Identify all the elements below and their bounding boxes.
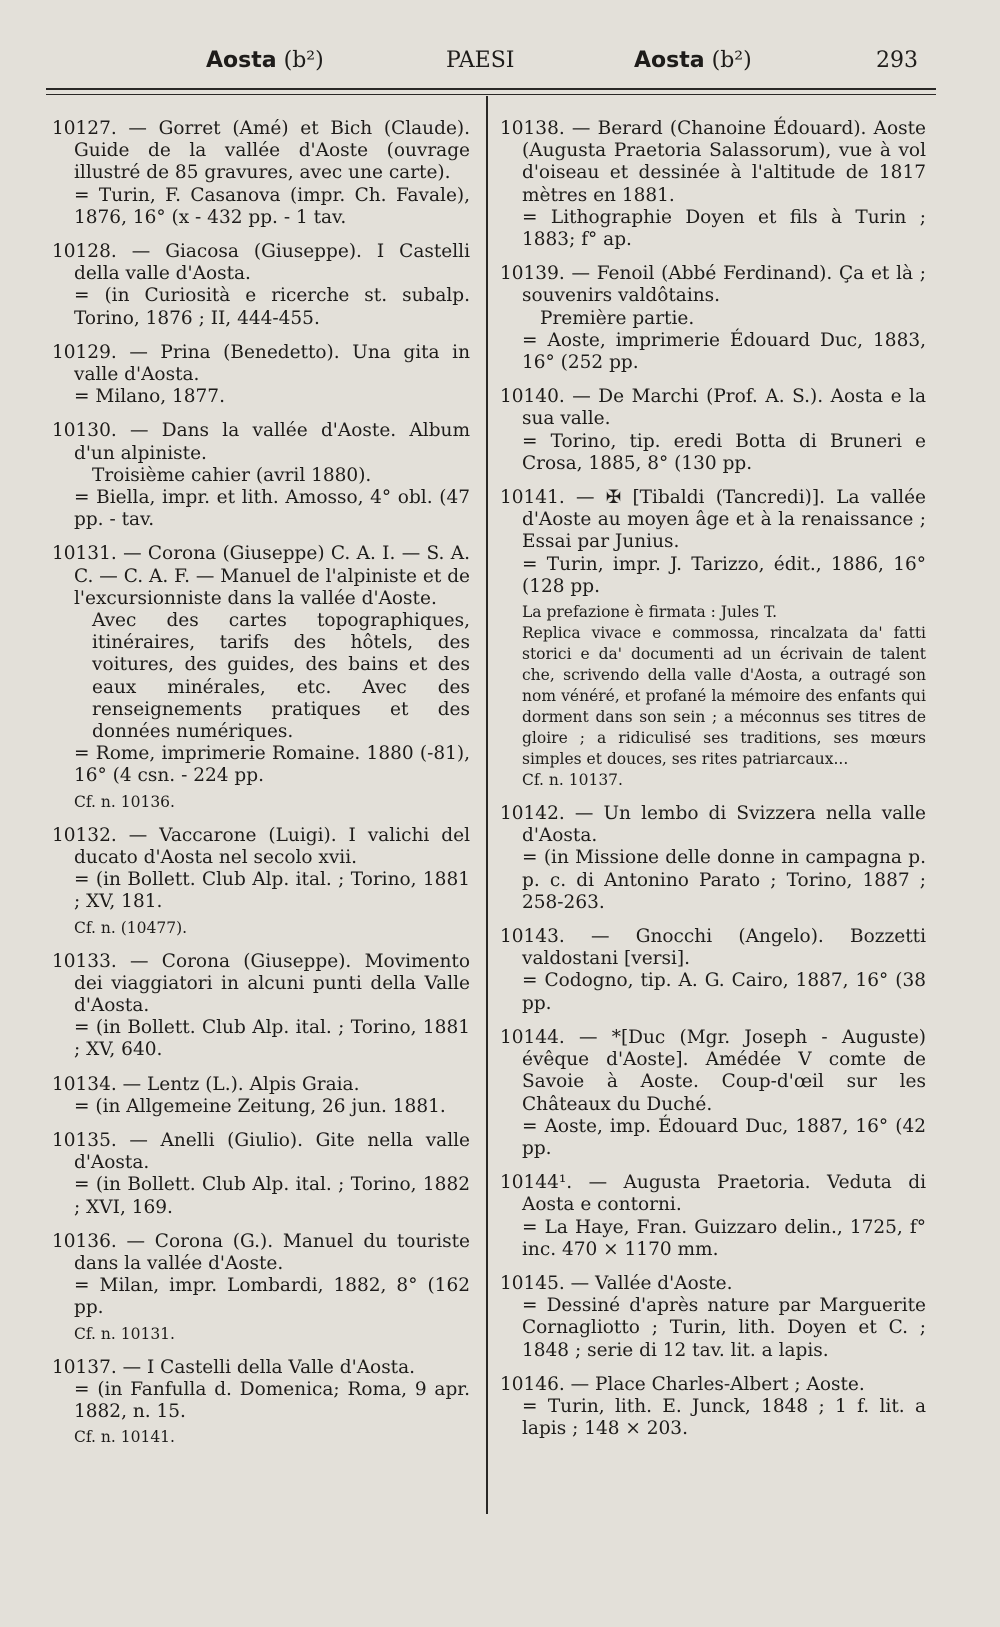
- entry-number: 10144.: [500, 1026, 565, 1048]
- entry-note: Cf. n. (10477).: [74, 918, 188, 937]
- entry-title: — Prina (Benedetto). Una gita in valle d'Aosta.: [74, 341, 470, 386]
- bibliography-entry: [500, 926, 926, 1015]
- entry-title: — Vallée d'Aoste.: [564, 1272, 733, 1294]
- entry-note: Cf. n. 10131.: [74, 1324, 175, 1343]
- entry-imprint: = (in Bollett. Club Alp. ital. ; Torino, 1881 ; XV, 181.: [74, 869, 470, 913]
- entry-imprint: = (in Allgemeine Zeitung, 26 jun. 1881.: [74, 1095, 446, 1117]
- entry-title: — Augusta Praetoria. Veduta di Aosta e contorni.: [522, 1172, 926, 1216]
- bibliography-entry: [500, 263, 926, 374]
- entry-heading: [500, 263, 926, 307]
- entry-imprint: = Aoste, imp. Édouard Duc, 1887, 16° (42 pp.: [522, 1115, 926, 1159]
- bibliography-entry: [52, 1357, 470, 1424]
- entry-title: — Dans la vallée d'Aoste. Album d'un alpiniste.: [74, 420, 470, 464]
- entry-heading: [52, 1357, 470, 1379]
- bibliography-entry: [52, 543, 470, 787]
- entry-imprint: = (in Missione delle donne in campagna p. p. c. di Antonino Parato ; Torino, 1887 ; 258-263.: [522, 847, 926, 913]
- entry-number: 10135.: [52, 1129, 117, 1151]
- entry-number: 10130.: [52, 420, 117, 442]
- entry-number: 10137.: [52, 1356, 117, 1378]
- entry-number: 10134.: [52, 1073, 117, 1095]
- bibliography-entry: [500, 1172, 926, 1261]
- bibliography-entry: [500, 1273, 926, 1362]
- running-head-left-sup: (b²): [283, 48, 324, 73]
- bibliography-entry: [52, 951, 470, 1062]
- bibliography-entry: [52, 1074, 470, 1118]
- right-column: [500, 118, 926, 1452]
- entry-imprint: = Rome, imprimerie Romaine. 1880 (-81), 16° (4 csn. - 224 pp.: [74, 743, 470, 787]
- entry-title: — Corona (Giuseppe) C. A. I. — S. A. C. — C. A. F. — Manuel de l'alpiniste et de l'excursionniste dans la vallée d'Aoste.: [74, 543, 470, 609]
- entry-heading: [52, 342, 470, 386]
- entry-imprint: Première partie.: [540, 307, 695, 329]
- entry-title: — Giacosa (Giuseppe). I Castelli della valle d'Aosta.: [74, 241, 470, 285]
- header-rule: [46, 88, 936, 90]
- entry-number: 10127.: [52, 118, 117, 139]
- entry-imprint: = Milano, 1877.: [74, 386, 225, 408]
- bibliography-entry: [500, 1027, 926, 1160]
- entry-number: 10131.: [52, 543, 117, 565]
- running-head-left: [206, 48, 324, 73]
- running-head-right: [634, 48, 752, 73]
- entry-title: — Vaccarone (Luigi). I valichi del ducato d'Aosta nel secolo xvii.: [74, 824, 470, 868]
- entry-heading: [500, 926, 926, 970]
- entry-imprint: = Torino, tip. eredi Botta di Bruneri e Crosa, 1885, 8° (130 pp.: [522, 430, 926, 474]
- entry-number: 10143.: [500, 926, 565, 948]
- bibliography-entry: [52, 1130, 470, 1219]
- entry-imprint: = (in Curiosità e ricerche st. subalp. Torino, 1876 ; II, 444-455.: [74, 285, 470, 329]
- bibliography-entry: [500, 1374, 926, 1441]
- entry-title: — Lentz (L.). Alpis Graia.: [116, 1073, 360, 1095]
- entry-number: 10129.: [52, 341, 117, 363]
- bibliography-entry: [52, 1231, 470, 1320]
- entry-number: 10139.: [500, 263, 565, 285]
- entry-heading: [500, 803, 926, 847]
- entry-heading: [500, 1374, 926, 1396]
- left-column: [52, 118, 470, 1460]
- entry-imprint: = Turin, impr. J. Tarizzo, édit., 1886, 16° (128 pp.: [522, 553, 926, 597]
- bibliography-entry: [52, 118, 470, 229]
- entry-number: 10133.: [52, 950, 117, 972]
- entry-title: — Fenoil (Abbé Ferdinand). Ça et là ; souvenirs valdôtains.: [522, 263, 926, 307]
- entry-heading: [52, 951, 470, 1018]
- entry-number: 10138.: [500, 118, 565, 139]
- entry-heading: [52, 420, 470, 464]
- bibliography-entry: [500, 386, 926, 475]
- entry-imprint: = (in Bollett. Club Alp. ital. ; Torino, 1882 ; XVI, 169.: [74, 1174, 470, 1218]
- running-head-left-title: Aosta: [206, 48, 277, 73]
- entry-title: — Place Charles-Albert ; Aoste.: [564, 1373, 865, 1395]
- bibliography-entry: [500, 803, 926, 914]
- entry-title: — Corona (Giuseppe). Movimento dei viaggiatori in alcuni punti della Valle d'Aosta.: [74, 950, 470, 1016]
- entry-title: — Gorret (Amé) et Bich (Claude). Guide de la vallée d'Aoste (ouvrage illustré de 85 gravures, avec une carte).: [74, 118, 470, 184]
- entry-heading: [52, 118, 470, 185]
- entry-imprint: = (in Fanfulla d. Domenica; Roma, 9 apr. 1882, n. 15.: [74, 1378, 470, 1422]
- entry-imprint: = Milan, impr. Lombardi, 1882, 8° (162 pp.: [74, 1275, 470, 1319]
- entry-title: — De Marchi (Prof. A. S.). Aosta e la sua valle.: [522, 386, 926, 430]
- entry-title: — *[Duc (Mgr. Joseph - Auguste) évêque d'Aoste]. Amédée V comte de Savoie à Aoste. Coup-d'œil sur les Châteaux du Duché.: [522, 1026, 926, 1115]
- entry-heading: [52, 1231, 470, 1275]
- entry-number: 10136.: [52, 1230, 117, 1252]
- entry-title: — Berard (Chanoine Édouard). Aoste (Augusta Praetoria Salassorum), vue à vol d'oiseau et dessinée à l'altitude de 1817 mètres en 1881.: [522, 118, 926, 206]
- entry-heading: [52, 1074, 470, 1096]
- entry-title: — Un lembo di Svizzera nella valle d'Aosta.: [522, 803, 926, 847]
- entry-heading: [500, 118, 926, 207]
- entry-imprint: = Aoste, imprimerie Édouard Duc, 1883, 16° (252 pp.: [522, 329, 926, 374]
- entry-number: 10145.: [500, 1272, 565, 1294]
- bibliography-entry: [52, 241, 470, 330]
- entry-title: — I Castelli della Valle d'Aosta.: [116, 1356, 416, 1378]
- entry-heading: [52, 241, 470, 285]
- running-head-right-title: Aosta: [634, 48, 705, 73]
- column-divider: [486, 96, 488, 1514]
- entry-number: 10128.: [52, 241, 117, 263]
- entry-title: — Gnocchi (Angelo). Bozzetti valdostani [versi].: [522, 926, 926, 970]
- running-head-right-sup: (b²): [711, 48, 752, 73]
- running-head-center: PAESI: [446, 48, 515, 73]
- entry-number: 10144¹.: [500, 1172, 573, 1194]
- entry-imprint: = Turin, lith. E. Junck, 1848 ; 1 f. lit. a lapis ; 148 × 203.: [522, 1395, 926, 1440]
- entry-imprint: = (in Bollett. Club Alp. ital. ; Torino, 1881 ; XV, 640.: [74, 1017, 470, 1061]
- page-number: 293: [876, 48, 918, 73]
- entry-imprint: Troisième cahier (avril 1880).: [92, 464, 372, 486]
- entry-heading: [52, 825, 470, 869]
- entry-number: 10142.: [500, 803, 565, 825]
- entry-heading: [500, 487, 926, 554]
- entry-imprint: Avec des cartes topographiques, itinéraires, tarifs des hôtels, des voitures, des guides, des bains et des eaux minérales, etc. Avec des renseignements pratiques et des données numériques.: [92, 610, 470, 743]
- entry-heading: [500, 386, 926, 430]
- entry-imprint: = Lithographie Doyen et fils à Turin ; 1883; f° ap.: [522, 206, 926, 251]
- entry-number: 10132.: [52, 824, 117, 846]
- entry-heading: [52, 1130, 470, 1174]
- entry-heading: [500, 1027, 926, 1116]
- entry-number: 10140.: [500, 386, 565, 408]
- entry-imprint: = Dessiné d'après nature par Marguerite Cornagliotto ; Turin, lith. Doyen et C. ; 1848 ; serie di 12 tav. lit. a lapis.: [522, 1295, 926, 1361]
- entry-imprint: = Turin, F. Casanova (impr. Ch. Favale), 1876, 16° (x - 432 pp. - 1 tav.: [74, 184, 470, 228]
- entry-title: — Anelli (Giulio). Gite nella valle d'Aosta.: [74, 1129, 470, 1174]
- entry-imprint: = Biella, impr. et lith. Amosso, 4° obl. (47 pp. - tav.: [74, 487, 470, 531]
- entry-heading: [500, 1273, 926, 1295]
- entry-title: — Corona (G.). Manuel du touriste dans la vallée d'Aoste.: [74, 1230, 470, 1274]
- entry-number: 10141.: [500, 487, 565, 509]
- entry-number: 10146.: [500, 1373, 565, 1395]
- entry-imprint: = Codogno, tip. A. G. Cairo, 1887, 16° (38 pp.: [522, 970, 926, 1014]
- bibliography-entry: [52, 342, 470, 409]
- header-rule-thin: [46, 94, 936, 95]
- entry-heading: [52, 543, 470, 610]
- bibliography-entry: [500, 118, 926, 251]
- entry-note: Cf. n. 10141.: [74, 1428, 175, 1447]
- entry-heading: [500, 1172, 926, 1216]
- bibliography-entry: [52, 420, 470, 531]
- bibliography-entry: [52, 825, 470, 914]
- entry-title: — ✠ [Tibaldi (Tancredi)]. La vallée d'Aoste au moyen âge et à la renaissance ; Essai par Junius.: [522, 487, 926, 553]
- entry-note: Cf. n. 10136.: [74, 792, 175, 811]
- entry-imprint: = La Haye, Fran. Guizzaro delin., 1725, f° inc. 470 × 1170 mm.: [522, 1216, 926, 1260]
- entry-note: La prefazione è firmata : Jules T. Replica vivace e commossa, rincalzata da' fatti storici e da' documenti ad un écrivain de talent che, scrivendo della valle d'Aosta, a outragé son nom vénéré, et profané la mémoire des enfants qui dorment dans son sein ; a méconnus ses titres de gloire ; a ridiculisé ses traditions, ses mœurs simples et douces, ses rites patriarcaux... Cf. n. 10137.: [522, 603, 926, 790]
- bibliography-entry: [500, 487, 926, 598]
